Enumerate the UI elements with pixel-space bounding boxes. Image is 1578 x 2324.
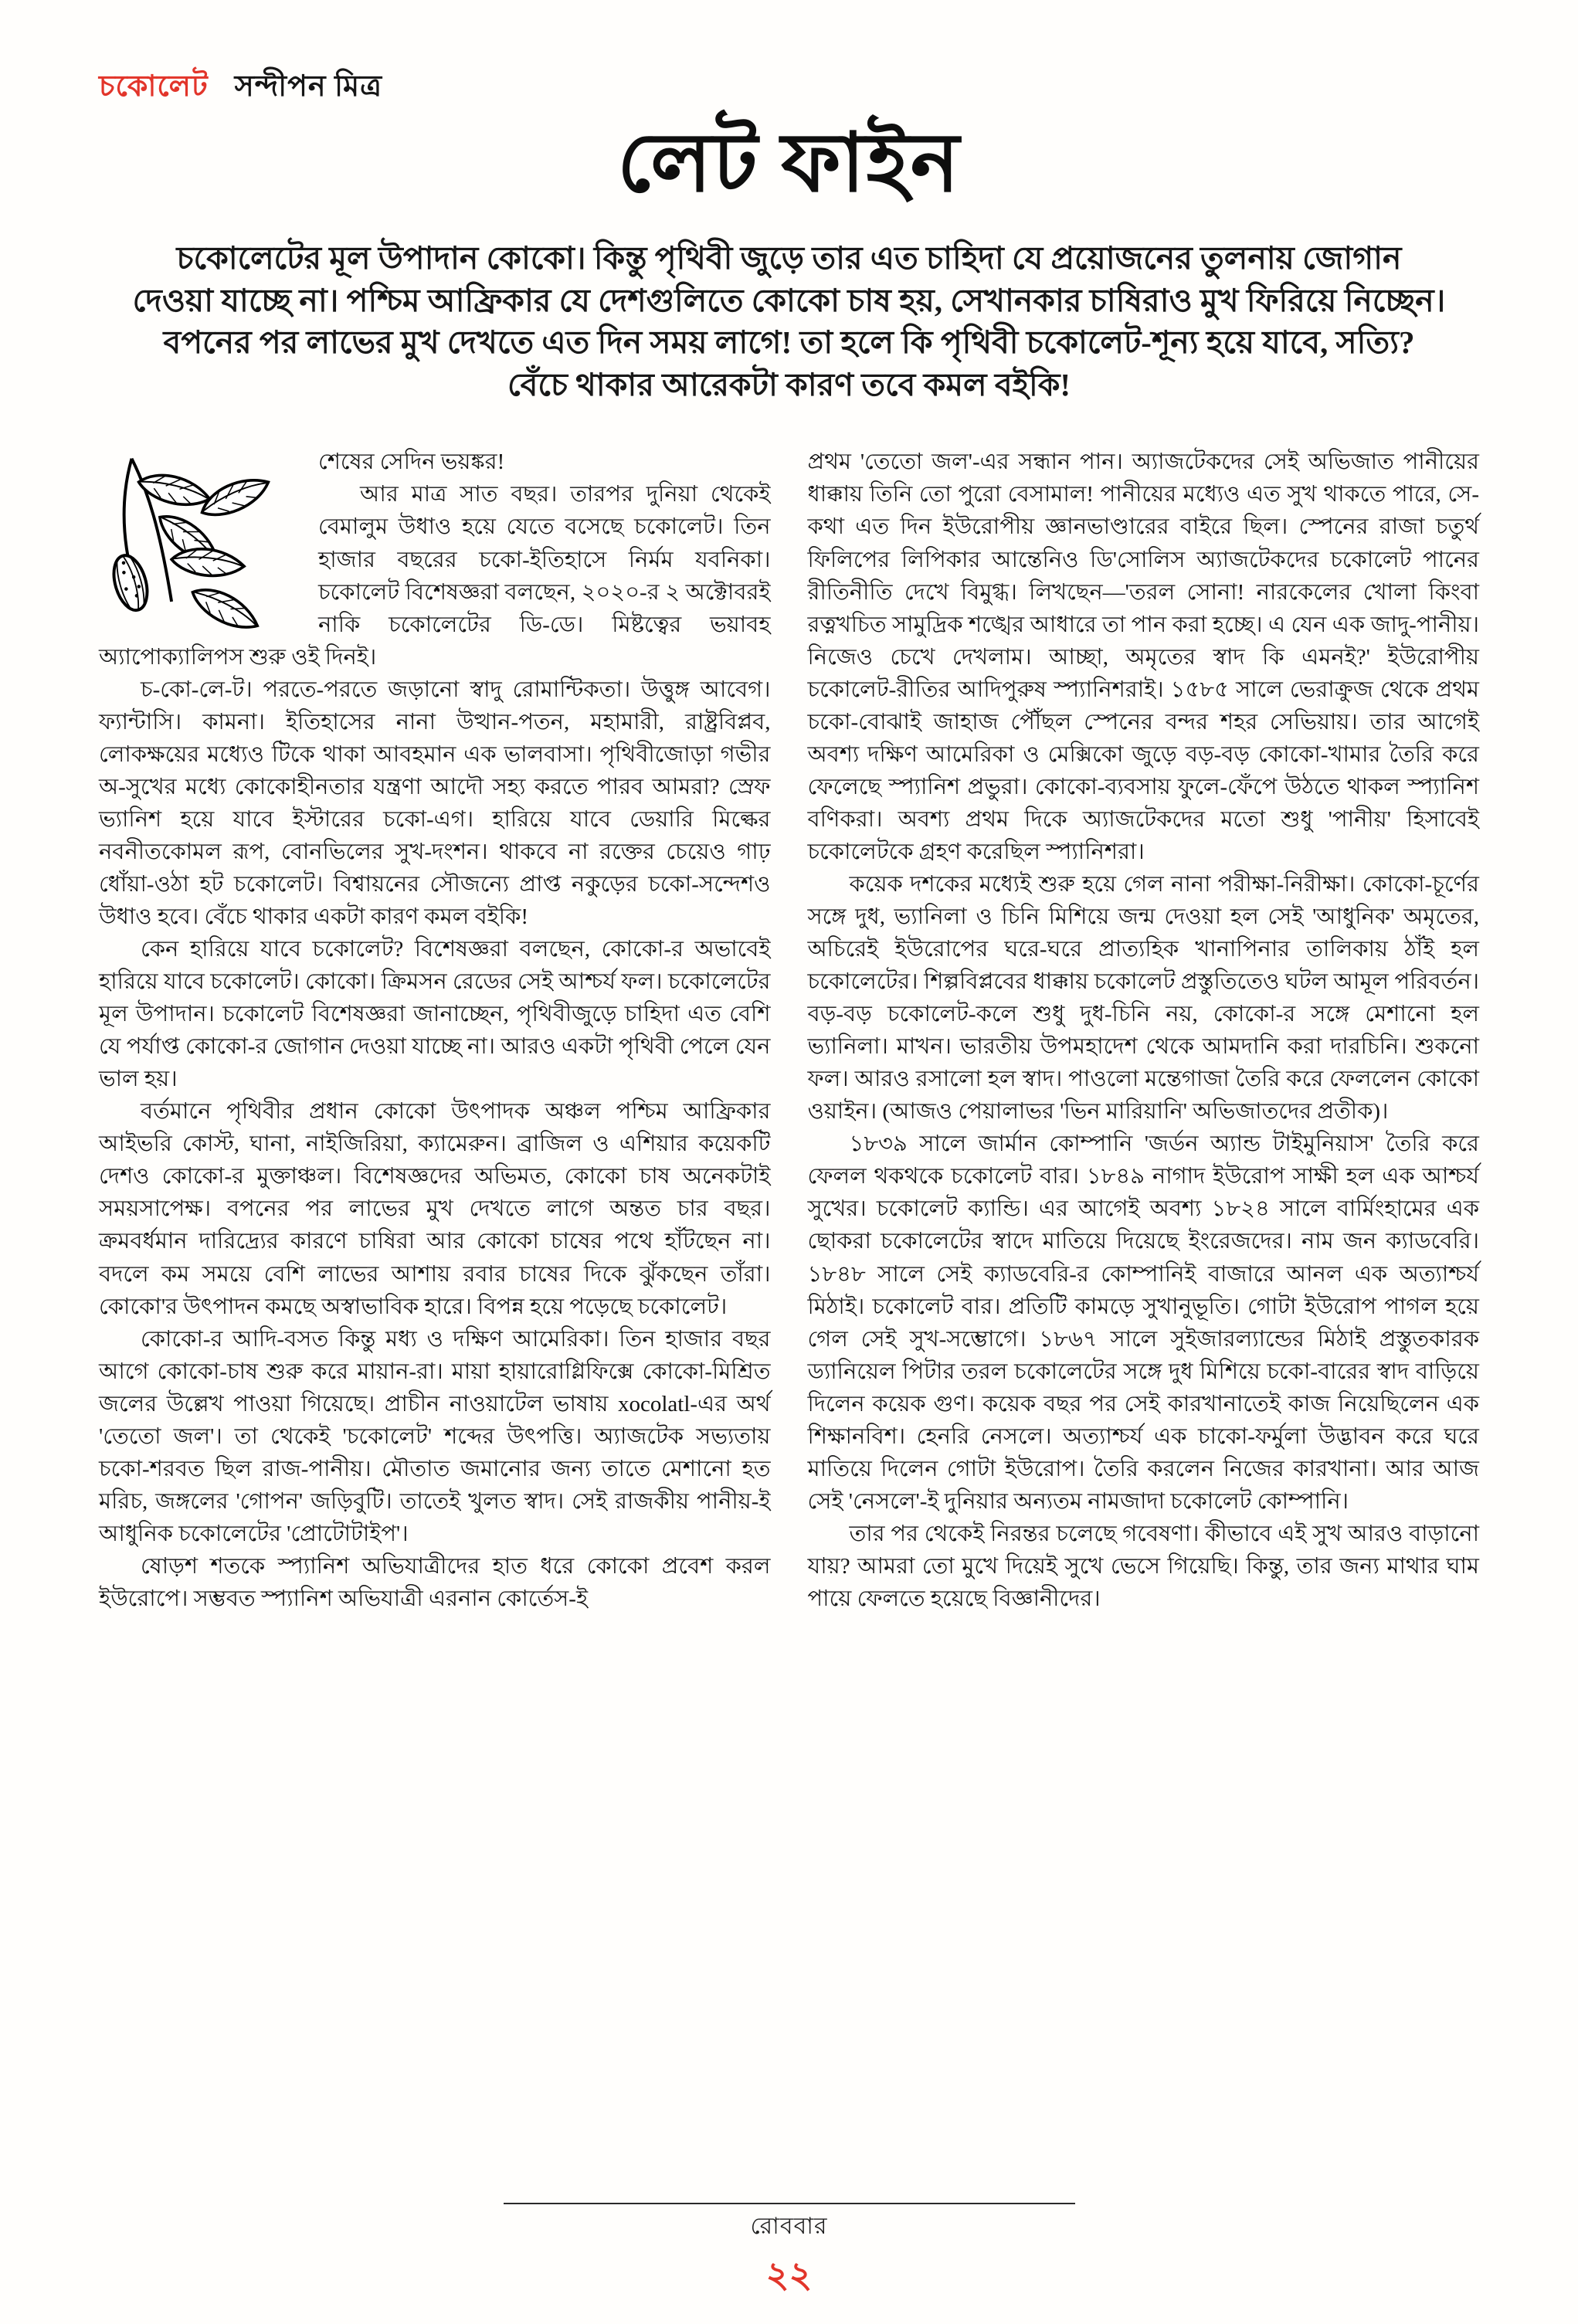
body-paragraph: ১৮৩৯ সালে জার্মান কোম্পানি 'জর্ডন অ্যান্ড টাইমুনিয়াস' তৈরি করে ফেলল থকথকে চকোলেট বার। ১৮৪৯ নাগাদ ইউরোপ সাক্ষী হল এক আশ্চর্য সুখের। চকোলেট ক্যান্ডি। এর আগেই অবশ্য ১৮২৪ সালে বার্মিংহামের এক ছোকরা চকোলেটের স্বাদে মাতিয়ে দিয়েছে ইংরেজদের। নাম জন ক্যাডবেরি। ১৮৪৮ সালে সেই ক্যাডবেরি-র কোম্পানিই বাজারে আনল এক অত্যাশ্চর্য মিঠাই। চকোলেট বার। প্রতিটি কামড়ে সুখানুভূতি। গোটা ইউরোপ পাগল হয়ে গেল সেই সুখ-সম্ভোগে। ১৮৬৭ সালে সুইজারল্যান্ডের মিঠাই প্রস্তুতকারক ড্যানিয়েল পিটার তরল চকোলেটের সঙ্গে দুধ মিশিয়ে চকো-বারের স্বাদ বাড়িয়ে দিলেন কয়েক গুণ। কয়েক বছর পর সেই কারখানাতেই কাজ নিয়েছিলেন এক শিক্ষানবিশ। হেনরি নেসলে। অত্যাশ্চর্য এক চাকো-ফর্মুলা উদ্ভাবন করে ঘরে মাতিয়ে দিলেন গোটা ইউরোপ। তৈরি করলেন নিজের কারখানা। আর আজ সেই 'নেসলে'-ই দুনিয়ার অন্যতম নামজাদা চকোলেট কোম্পানি। [807,1131,1479,1514]
column-left [99,446,771,1615]
cacao-plant-illustration [99,449,298,633]
footer-divider [504,2203,1075,2204]
footer-section-name: রোববার [750,2214,828,2239]
body-paragraph: শেষের সেদিন ভয়ঙ্কর! [318,450,505,475]
body-paragraph: কোকো-র আদি-বসত কিন্তু মধ্য ও দক্ষিণ আমেরিকা। তিন হাজার বছর আগে কোকো-চাষ শুরু করে মায়ান-রা। মায়া হায়ারোগ্লিফিক্সে কোকো-মিশ্রিত জলের উল্লেখ পাওয়া গিয়েছে। প্রাচীন নাওয়াটেল ভাষায় xocolatl-এর অর্থ 'তেতো জল'। তা থেকেই 'চকোলেট' শব্দের উৎপত্তি। অ্যাজটেক সভ্যতায় চকো-শরবত ছিল রাজ-পানীয়। মৌতাত জমানোর জন্য তাতে মেশানো হত মরিচ, জঙ্গলের 'গোপন' জড়িবুটি। তাতেই খুলত স্বাদ। সেই রাজকীয় পানীয়-ই আধুনিক চকোলেটের 'প্রোটোটাইপ'। [99,1326,771,1546]
body-paragraph: ষোড়শ শতকে স্প্যানিশ অভিযাত্রীদের হাত ধরে কোকো প্রবেশ করল ইউরোপে। সম্ভবত স্প্যানিশ অভিযাত্রী এরনান কোর্তেস-ই [99,1553,771,1611]
page-footer [0,2203,1578,2307]
body-paragraph: প্রথম 'তেতো জল'-এর সন্ধান পান। অ্যাজটেকদের সেই অভিজাত পানীয়ের ধাক্কায় তিনি তো পুরো বেসামাল! পানীয়ের মধ্যেও এত সুখ থাকতে পারে, সে-কথা এত দিন ইউরোপীয় জ্ঞানভাণ্ডারের বাইরে ছিল। স্পেনের রাজা চতুর্থ ফিলিপের লিপিকার আন্তেনিও ডি'সোলিস অ্যাজটেকদের চকোলেট পানের রীতিনীতি দেখে বিমুগ্ধ। লিখছেন—'তরল সোনা! নারকেলের খোলা কিংবা রত্নখচিত সামুদ্রিক শঙ্খের আধারে তা পান করা হচ্ছে। এ যেন এক জাদু-পানীয়। নিজেও চেখে দেখলাম। আচ্ছা, অমৃতের স্বাদ কি এমনই?' ইউরোপীয় চকোলেট-রীতির আদিপুরুষ স্প্যানিশরাই। ১৫৮৫ সালে ভেরাক্রুজ থেকে প্রথম চকো-বোঝাই জাহাজ পৌঁছল স্পেনের বন্দর শহর সেভিয়ায়। তার আগেই অবশ্য দক্ষিণ আমেরিকা ও মেক্সিকো জুড়ে বড়-বড় কোকো-খামার তৈরি করে ফেলেছে স্প্যানিশ প্রভুরা। কোকো-ব্যবসায় ফুলে-ফেঁপে উঠতে থাকল স্প্যানিশ বণিকরা। অবশ্য প্রথম দিকে অ্যাজটেকদের মতো শুধু 'পানীয়' হিসাবেই চকোলেটকে গ্রহণ করেছিল স্প্যানিশরা। [807,450,1479,864]
body-paragraph: কেন হারিয়ে যাবে চকোলেট? বিশেষজ্ঞরা বলছেন, কোকো-র অভাবেই হারিয়ে যাবে চকোলেট। কোকো। ক্রিমসন রেডের সেই আশ্চর্য ফল। চকোলেটের মূল উপাদান। চকোলেট বিশেষজ্ঞরা জানাচ্ছেন, পৃথিবীজুড়ে চাহিদা এত বেশি যে পর্যাপ্ত কোকো-র জোগান দেওয়া যাচ্ছে না। আরও একটা পৃথিবী পেলে যেন ভাল হয়। [99,937,771,1092]
column-right [808,446,1480,1615]
body-paragraph: চ-কো-লে-ট। পরতে-পরতে জড়ানো স্বাদু রোমান্টিকতা। উত্তুঙ্গ আবেগ। ফ্যান্টাসি। কামনা। ইতিহাসের নানা উত্থান-পতন, মহামারী, রাষ্ট্রবিপ্লব, লোকক্ষয়ের মধ্যেও টিকে থাকা আবহমান এক ভালবাসা। পৃথিবীজোড়া গভীর অ-সুখের মধ্যে কোকোহীনতার যন্ত্রণা আদৌ সহ্য করতে পারব আমরা? স্রেফ ভ্যানিশ হয়ে যাবে ইস্টারের চকো-এগ। হারিয়ে যাবে ডেয়ারি মিল্কের নবনীতকোমল রূপ, বোনভিলের সুখ-দংশন। থাকবে না রক্তের চেয়েও গাঢ় ধোঁয়া-ওঠা হট চকোলেট। বিশ্বায়নের সৌজন্যে প্রাপ্ত নকুড়ের চকো-সন্দেশও উধাও হবে। বেঁচে থাকার একটা কারণ কমল বইকি! [99,677,771,930]
body-paragraph: আর মাত্র সাত বছর। তারপর দুনিয়া থেকেই বেমালুম উধাও হয়ে যেতে বসেছে চকোলেট। তিন হাজার বছরের চকো-ইতিহাসে নির্মম যবনিকা। চকোলেট বিশেষজ্ঞরা বলছেন, ২০২০-র ২ অক্টোবরই নাকি চকোলেটের ডি-ডে। মিষ্টত্বের ভয়াবহ অ্যাপোক্যালিপস শুরু ওই দিনই। [99,482,771,670]
article-header [99,63,1479,405]
body-paragraph: কয়েক দশকের মধ্যেই শুরু হয়ে গেল নানা পরীক্ষা-নিরীক্ষা। কোকো-চূর্ণের সঙ্গে দুধ, ভ্যানিলা ও চিনি মিশিয়ে জন্ম দেওয়া হল সেই 'আধুনিক' অমৃতের, অচিরেই ইউরোপের ঘরে-ঘরে প্রাত্যহিক খানাপিনার তালিকায় ঠাঁই হল চকোলেটের। শিল্পবিপ্লবের ধাক্কায় চকোলেট প্রস্তুতিতেও ঘটল আমূল পরিবর্তন। বড়-বড় চকোলেট-কলে শুধু দুধ-চিনি নয়, কোকো-র সঙ্গে মেশানো হল ভ্যানিলা। মাখন। ভারতীয় উপমহাদেশ থেকে আমদানি করা দারচিনি। শুকনো ফল। আরও রসালো হল স্বাদ। পাওলো মন্তেগাজা তৈরি করে ফেললেন কোকো ওয়াইন। (আজও পেয়ালাভর 'ভিন মারিয়ানি' অভিজাতদের প্রতীক)। [807,871,1479,1125]
page-number: ২২ [765,2255,813,2295]
article-body [99,446,1479,1615]
section-label: চকোলেট [99,70,209,103]
article-lede: চকোলেটের মূল উপাদান কোকো। কিন্তু পৃথিবী জুড়ে তার এত চাহিদা যে প্রয়োজনের তুলনায় জোগান দেওয়া যাচ্ছে না। পশ্চিম আফ্রিকার যে দেশগুলিতে কোকো চাষ হয়, সেখানকার চাষিরাও মুখ ফিরিয়ে নিচ্ছেন। বপনের পর লাভের মুখ দেখতে এত দিন সময় লাগে! তা হলে কি পৃথিবী চকোলেট-শূন্য হয়ে যাবে, সত্যি? বেঁচে থাকার আরেকটা কারণ তবে কমল বইকি! [132,240,1446,402]
body-paragraph: তার পর থেকেই নিরন্তর চলেছে গবেষণা। কীভাবে এই সুখ আরও বাড়ানো যায়? আমরা তো মুখে দিয়েই সুখে ভেসে গিয়েছি। কিন্তু, তার জন্য মাথার ঘাম পায়ে ফেলতে হয়েছে বিজ্ঞানীদের। [807,1521,1479,1611]
article-title: লেট ফাইন [617,118,961,209]
author-name: সন্দীপন মিত্র [234,70,383,103]
body-paragraph: বর্তমানে পৃথিবীর প্রধান কোকো উৎপাদক অঞ্চল পশ্চিম আফ্রিকার আইভরি কোস্ট, ঘানা, নাইজিরিয়া, ক্যামেরুন। ব্রাজিল ও এশিয়ার কয়েকটি দেশও কোকো-র মুক্তাঞ্চল। বিশেষজ্ঞদের অভিমত, কোকো চাষ অনেকটাই সময়সাপেক্ষ। বপনের পর লাভের মুখ দেখতে লাগে অন্তত চার বছর। ক্রমবর্ধমান দারিদ্র্যের কারণে চাষিরা আর কোকো চাষের পথে হাঁটছেন না। বদলে কম সময়ে বেশি লাভের আশায় রবার চাষের দিকে ঝুঁকছেন তাঁরা। কোকো'র উৎপাদন কমছে অস্বাভাবিক হারে। বিপন্ন হয়ে পড়েছে চকোলেট। [99,1099,771,1319]
kicker-row [99,63,1479,113]
